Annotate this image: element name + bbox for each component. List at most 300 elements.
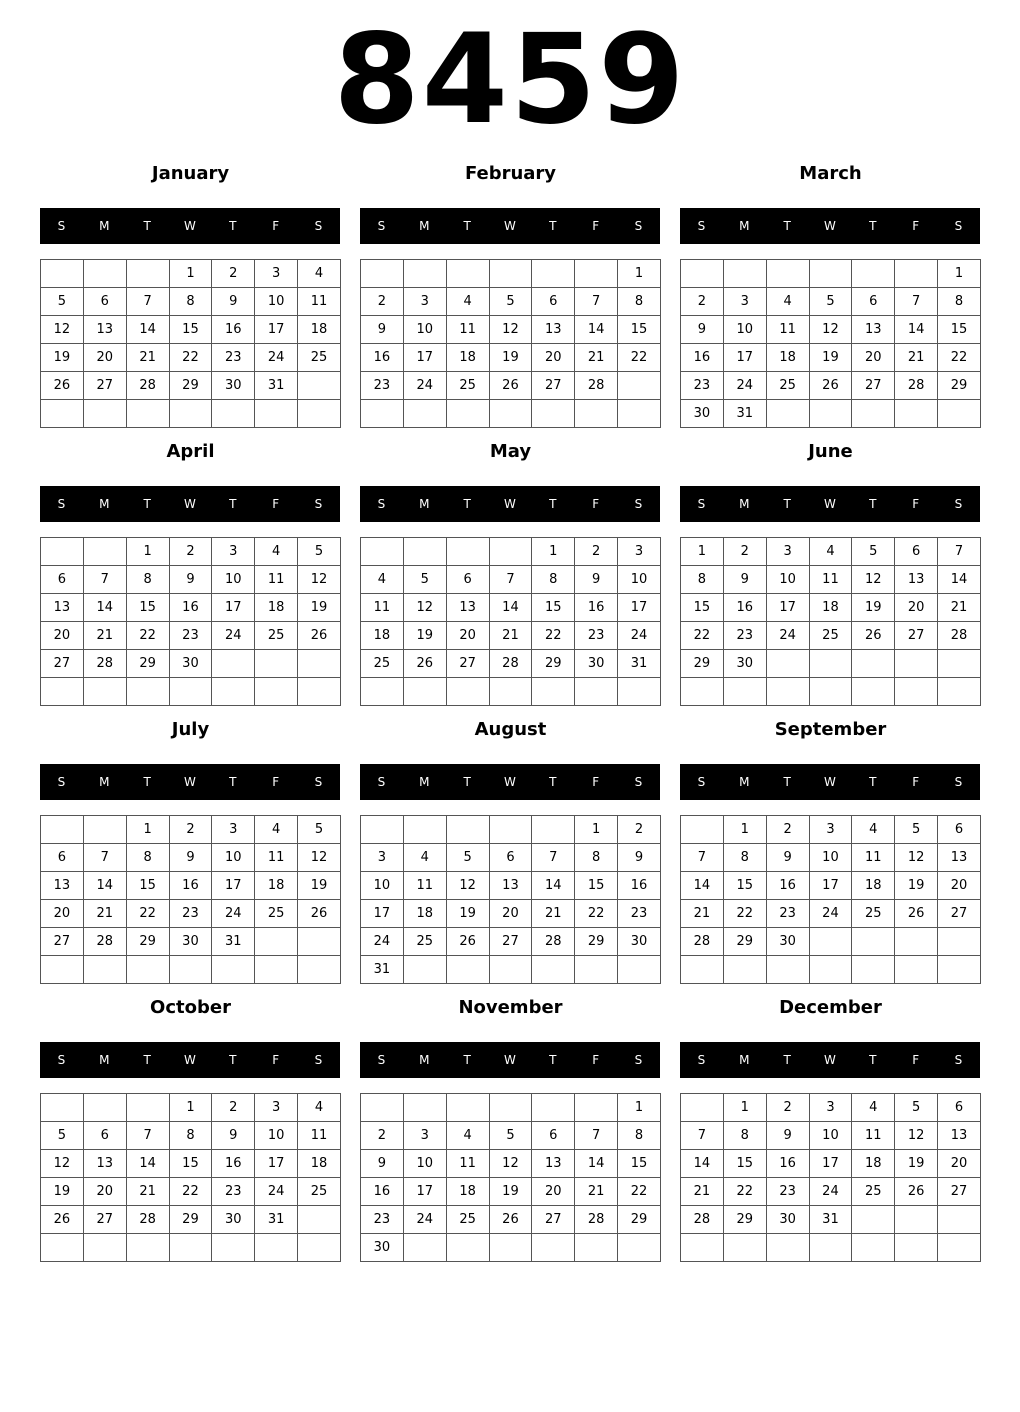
day-cell: 24 [255,344,298,372]
day-cell: 16 [169,872,212,900]
day-grid [680,1093,981,1262]
day-cell [532,1234,575,1262]
day-cell: 13 [895,566,938,594]
day-cell: 11 [809,566,852,594]
week-row [41,594,341,622]
day-cell: 13 [532,316,575,344]
week-row [41,1234,341,1262]
weekday-label: F [272,775,280,789]
day-cell: 31 [723,400,766,428]
day-cell: 16 [212,1150,255,1178]
weekday-label: S [954,219,963,233]
weekday-label: T [869,775,877,789]
week-row [681,678,981,706]
day-cell: 10 [212,844,255,872]
day-cell: 13 [41,594,84,622]
day-cell: 14 [489,594,532,622]
day-cell: 8 [723,844,766,872]
day-grid [680,815,981,984]
day-cell: 15 [723,872,766,900]
day-cell: 24 [403,372,446,400]
day-cell: 6 [41,844,84,872]
day-cell: 14 [938,566,981,594]
day-cell: 31 [361,956,404,984]
weekday-label: S [377,219,386,233]
day-cell [532,400,575,428]
weekday-label: W [184,1053,196,1067]
day-cell: 1 [681,538,724,566]
day-cell: 10 [255,288,298,316]
day-cell: 19 [895,872,938,900]
weekday-label: F [912,219,920,233]
weekday-header [680,764,980,800]
day-cell [489,678,532,706]
day-cell: 19 [403,622,446,650]
day-cell: 19 [298,594,341,622]
day-grid [40,815,341,984]
day-cell: 6 [83,288,126,316]
day-cell [489,956,532,984]
day-cell: 15 [169,1150,212,1178]
day-cell: 28 [126,372,169,400]
day-cell [575,678,618,706]
day-cell: 12 [809,316,852,344]
day-cell: 15 [575,872,618,900]
day-cell: 31 [212,928,255,956]
day-cell: 24 [255,1178,298,1206]
day-cell: 15 [126,594,169,622]
week-row [41,650,341,678]
day-cell [532,956,575,984]
weekday-label: S [57,497,66,511]
day-cell: 22 [618,344,661,372]
day-cell: 18 [255,594,298,622]
day-cell: 8 [532,566,575,594]
day-cell [852,260,895,288]
day-cell: 12 [298,844,341,872]
day-cell [41,956,84,984]
day-cell: 4 [255,538,298,566]
day-cell [83,1234,126,1262]
day-cell: 12 [489,1150,532,1178]
day-cell: 12 [489,316,532,344]
day-cell [618,372,661,400]
day-cell [618,678,661,706]
day-cell: 22 [938,344,981,372]
weekday-label: W [504,1053,516,1067]
day-cell: 10 [723,316,766,344]
day-cell: 22 [723,900,766,928]
week-row [361,928,661,956]
day-cell: 30 [766,1206,809,1234]
day-cell: 11 [298,1122,341,1150]
day-cell [809,1234,852,1262]
day-cell: 25 [403,928,446,956]
day-cell [532,816,575,844]
day-cell: 15 [681,594,724,622]
day-cell: 4 [361,566,404,594]
weekday-label: S [697,1053,706,1067]
day-cell: 6 [41,566,84,594]
day-cell: 30 [618,928,661,956]
day-cell [41,1094,84,1122]
day-cell: 21 [83,622,126,650]
day-cell [681,678,724,706]
weekday-label: M [99,219,110,233]
weekday-label: S [954,497,963,511]
day-cell: 25 [446,1206,489,1234]
month-name: July [171,719,210,740]
day-cell: 11 [255,844,298,872]
day-cell [41,678,84,706]
day-cell: 25 [852,1178,895,1206]
day-cell: 16 [361,344,404,372]
day-cell: 22 [169,1178,212,1206]
day-cell: 28 [83,650,126,678]
day-cell [41,260,84,288]
day-cell: 18 [766,344,809,372]
weekday-label: T [229,1053,237,1067]
day-cell: 26 [41,1206,84,1234]
day-cell [938,956,981,984]
day-cell: 19 [446,900,489,928]
day-cell [212,1234,255,1262]
month-name: June [808,441,853,462]
day-cell [83,1094,126,1122]
weekday-label: S [697,219,706,233]
day-cell: 21 [895,344,938,372]
day-cell [723,260,766,288]
weekday-label: M [99,497,110,511]
weekday-label: S [954,1053,963,1067]
day-cell: 16 [766,1150,809,1178]
day-cell: 5 [41,1122,84,1150]
weekday-label: M [739,1053,750,1067]
day-cell [298,400,341,428]
day-cell: 11 [361,594,404,622]
day-cell: 1 [169,260,212,288]
week-row [361,372,661,400]
weekday-label: F [592,1053,600,1067]
day-cell: 1 [723,816,766,844]
day-cell: 20 [83,1178,126,1206]
day-cell: 25 [809,622,852,650]
day-cell [255,678,298,706]
day-cell: 2 [169,538,212,566]
weekday-label: W [504,219,516,233]
day-cell [852,1234,895,1262]
week-row [41,372,341,400]
day-cell: 2 [169,816,212,844]
weekday-label: S [314,1053,323,1067]
week-row [361,956,661,984]
weekday-label: F [272,1053,280,1067]
week-row [361,622,661,650]
day-cell: 13 [852,316,895,344]
day-grid [680,259,981,428]
day-cell: 26 [298,622,341,650]
day-cell [403,400,446,428]
day-cell: 16 [618,872,661,900]
day-cell: 29 [938,372,981,400]
day-cell: 5 [298,816,341,844]
day-cell: 22 [575,900,618,928]
day-cell: 28 [575,372,618,400]
weekday-label: T [869,497,877,511]
day-cell: 9 [766,844,809,872]
day-cell: 30 [766,928,809,956]
weekday-label: S [314,497,323,511]
week-row [681,344,981,372]
day-cell [681,956,724,984]
weekday-label: M [419,497,430,511]
month-name: November [458,997,563,1018]
day-cell [126,260,169,288]
day-cell [446,260,489,288]
day-cell [255,400,298,428]
week-row [361,260,661,288]
day-cell: 17 [618,594,661,622]
day-cell: 7 [532,844,575,872]
day-cell: 18 [809,594,852,622]
weekday-label: W [824,1053,836,1067]
day-cell [212,400,255,428]
year-title: 8459 [333,8,687,152]
day-cell [938,678,981,706]
day-cell: 5 [895,816,938,844]
week-row [41,872,341,900]
day-cell: 19 [809,344,852,372]
weekday-label: W [824,497,836,511]
day-cell [126,678,169,706]
day-cell: 20 [532,344,575,372]
day-cell: 5 [298,538,341,566]
weekday-label: S [57,1053,66,1067]
day-cell [895,678,938,706]
week-row [681,1206,981,1234]
day-cell: 19 [298,872,341,900]
month-name: February [464,163,557,184]
day-cell: 30 [575,650,618,678]
day-cell [809,400,852,428]
weekday-label: W [504,775,516,789]
day-cell: 24 [212,900,255,928]
day-cell: 18 [446,1178,489,1206]
day-cell: 1 [938,260,981,288]
day-cell: 24 [809,900,852,928]
day-cell [895,956,938,984]
weekday-header [680,1042,980,1078]
week-row [41,1150,341,1178]
day-cell: 29 [575,928,618,956]
week-row [41,316,341,344]
day-cell [895,1234,938,1262]
week-row [41,260,341,288]
week-row [681,538,981,566]
day-cell: 8 [681,566,724,594]
week-row [41,566,341,594]
day-cell: 26 [809,372,852,400]
day-cell: 13 [532,1150,575,1178]
week-row [361,1122,661,1150]
day-cell: 1 [126,538,169,566]
day-cell: 15 [723,1150,766,1178]
day-cell: 4 [298,260,341,288]
day-cell [41,538,84,566]
day-cell: 5 [852,538,895,566]
week-row [681,622,981,650]
day-cell: 6 [532,288,575,316]
day-cell: 31 [809,1206,852,1234]
day-cell [938,1234,981,1262]
day-cell: 14 [575,316,618,344]
month-name: May [489,441,532,462]
day-cell: 3 [255,1094,298,1122]
day-cell [681,1094,724,1122]
week-row [361,316,661,344]
day-cell [575,260,618,288]
week-row [681,816,981,844]
day-cell: 10 [403,316,446,344]
day-cell: 15 [618,1150,661,1178]
day-cell: 20 [532,1178,575,1206]
day-cell: 9 [169,566,212,594]
week-row [41,1122,341,1150]
day-cell: 20 [489,900,532,928]
day-cell: 26 [41,372,84,400]
weekday-label: S [314,219,323,233]
day-cell: 27 [446,650,489,678]
day-cell [446,1094,489,1122]
weekday-label: T [463,1053,471,1067]
day-cell: 4 [298,1094,341,1122]
day-cell: 10 [255,1122,298,1150]
week-row [681,1094,981,1122]
day-cell [298,928,341,956]
day-cell: 17 [809,1150,852,1178]
weekday-label: T [869,219,877,233]
day-cell: 4 [446,1122,489,1150]
day-cell: 27 [489,928,532,956]
day-cell: 15 [126,872,169,900]
day-cell [298,372,341,400]
day-cell: 29 [532,650,575,678]
week-row [681,288,981,316]
day-cell: 15 [618,316,661,344]
day-cell: 13 [938,1122,981,1150]
day-cell: 27 [41,928,84,956]
day-cell: 14 [532,872,575,900]
week-row [361,1178,661,1206]
day-cell: 17 [361,900,404,928]
week-row [361,1150,661,1178]
month-name: December [779,997,882,1018]
month-name: August [474,719,547,740]
day-cell: 11 [298,288,341,316]
weekday-label: F [912,497,920,511]
day-cell [489,816,532,844]
weekday-label: T [463,775,471,789]
week-row [361,844,661,872]
day-cell [212,956,255,984]
day-cell [446,400,489,428]
day-cell: 24 [809,1178,852,1206]
day-cell: 30 [212,1206,255,1234]
day-cell: 2 [361,288,404,316]
day-cell: 20 [938,1150,981,1178]
day-cell: 20 [895,594,938,622]
day-cell: 27 [83,372,126,400]
day-cell: 19 [895,1150,938,1178]
day-cell: 26 [895,1178,938,1206]
day-cell: 28 [126,1206,169,1234]
day-cell [212,678,255,706]
weekday-label: T [229,775,237,789]
weekday-label: T [549,775,557,789]
day-cell: 16 [766,872,809,900]
day-cell [255,1234,298,1262]
day-cell: 10 [618,566,661,594]
day-cell [618,1234,661,1262]
month-name: April [166,441,215,462]
day-cell: 27 [895,622,938,650]
day-cell: 12 [298,566,341,594]
day-cell: 1 [575,816,618,844]
day-cell: 3 [766,538,809,566]
day-cell [298,1234,341,1262]
day-cell: 11 [446,1150,489,1178]
day-cell: 27 [532,1206,575,1234]
day-cell: 21 [532,900,575,928]
day-cell: 21 [681,1178,724,1206]
day-cell: 9 [212,288,255,316]
day-cell: 8 [126,844,169,872]
day-cell: 15 [938,316,981,344]
week-row [361,400,661,428]
weekday-header [360,764,660,800]
day-cell: 8 [618,288,661,316]
weekday-label: T [229,497,237,511]
day-cell: 3 [212,816,255,844]
week-row [41,1206,341,1234]
day-cell: 26 [446,928,489,956]
day-cell: 12 [895,844,938,872]
day-cell: 6 [83,1122,126,1150]
day-cell: 2 [361,1122,404,1150]
day-cell: 28 [938,622,981,650]
weekday-header [360,1042,660,1078]
weekday-label: F [592,775,600,789]
day-cell: 27 [532,372,575,400]
day-cell [618,400,661,428]
day-cell: 25 [255,900,298,928]
day-cell: 14 [681,1150,724,1178]
day-cell [83,678,126,706]
day-cell: 18 [446,344,489,372]
day-cell: 1 [532,538,575,566]
day-cell [41,400,84,428]
day-cell: 17 [403,344,446,372]
day-cell: 9 [723,566,766,594]
weekday-label: T [143,1053,151,1067]
week-row [681,594,981,622]
day-cell: 29 [723,928,766,956]
day-cell: 4 [852,1094,895,1122]
day-cell: 22 [532,622,575,650]
day-grid [680,537,981,706]
day-cell: 28 [575,1206,618,1234]
day-cell: 14 [126,316,169,344]
